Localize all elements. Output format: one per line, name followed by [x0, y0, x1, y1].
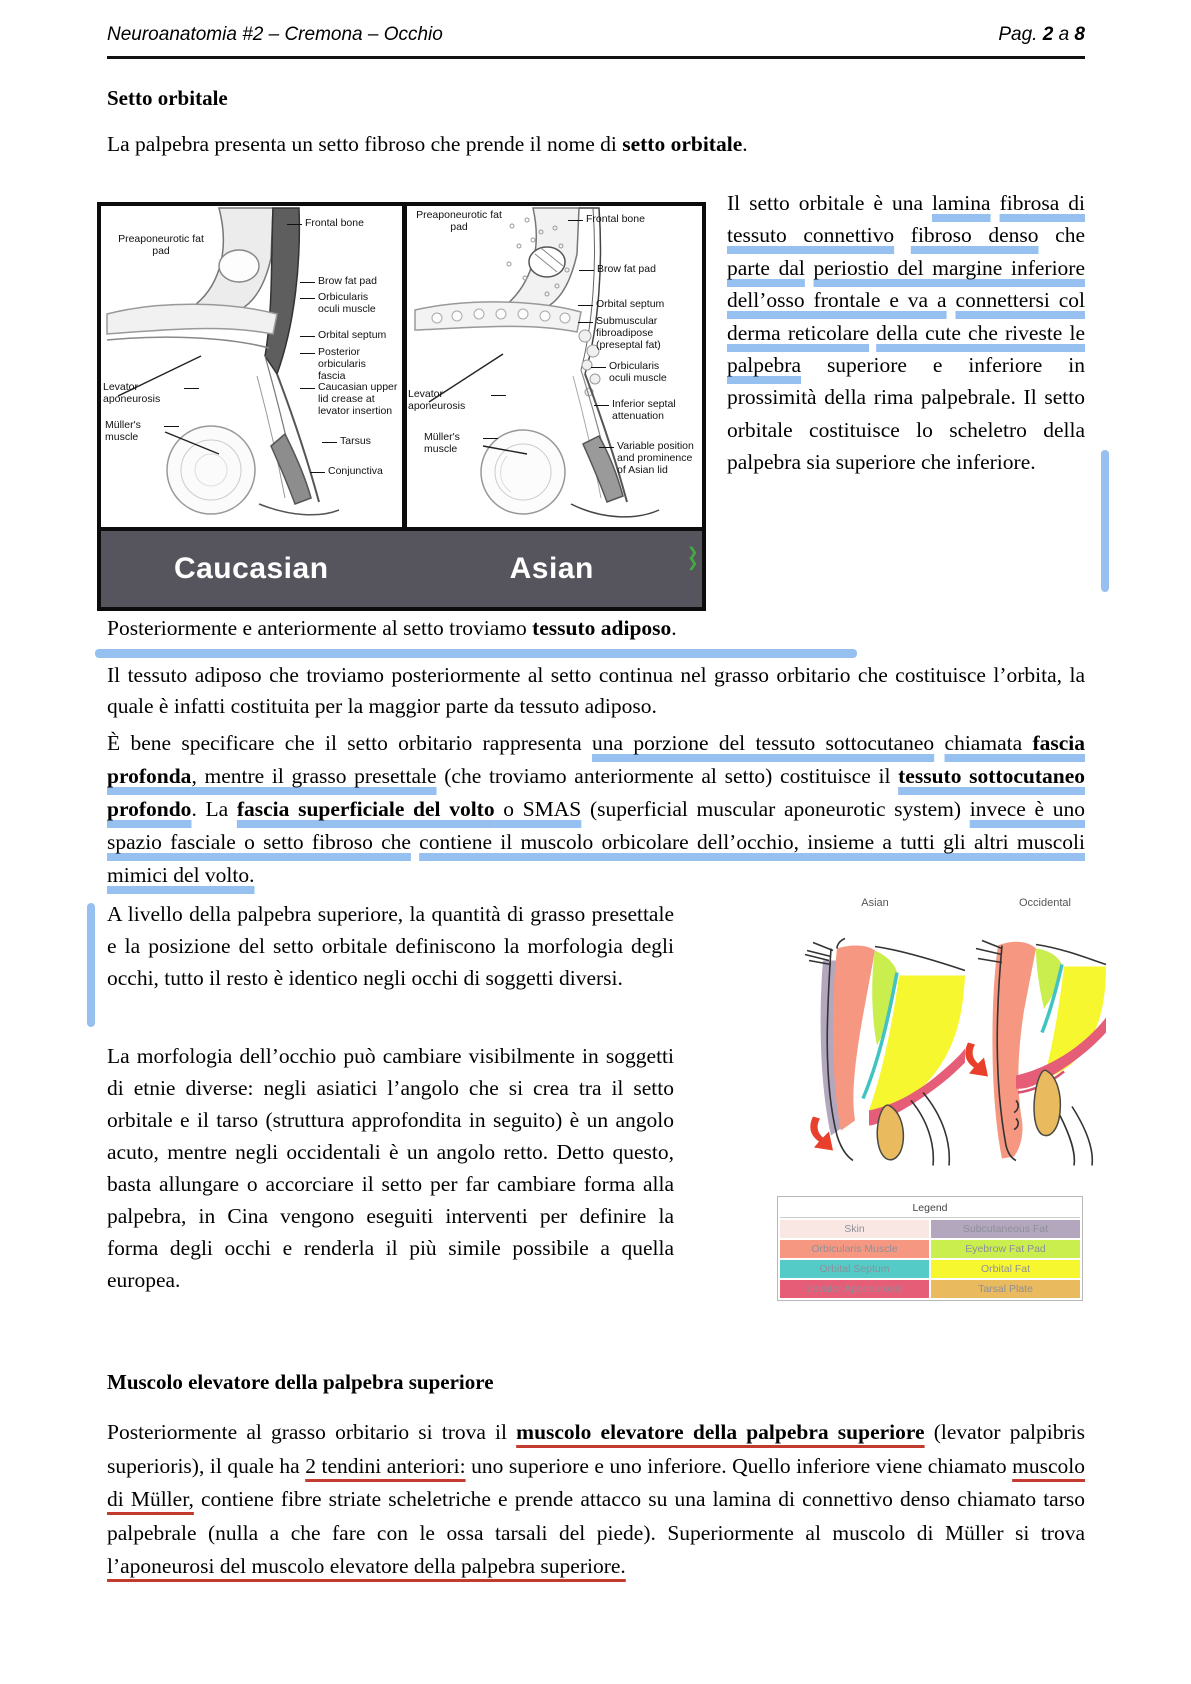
- text-segment: [411, 830, 419, 854]
- figure-label: Variable position and prominence of Asian lid: [617, 441, 699, 476]
- text-segment: 2 tendini anteriori:: [305, 1453, 466, 1478]
- text-segment: contiene fibre striate scheletriche e prende attacco su una lamina di connettivo denso chiamato tarso palpebrale (nulla a che fare con le ossa tarsali del piede). Superiormente al muscolo di Müller si trova: [107, 1487, 1085, 1545]
- legend-row: [780, 1220, 1080, 1238]
- paragraph-muscolo-elevatore: [107, 1416, 1085, 1584]
- text-segment: (superficial muscular aponeurotic system): [581, 797, 970, 821]
- text-segment: È bene specificare che il setto orbitario rappresenta: [107, 731, 592, 755]
- text-segment: lamina: [932, 191, 991, 215]
- figure-label: Levator aponeurosis: [103, 382, 181, 406]
- text-segment: [805, 256, 814, 280]
- blue-underline-bar: [95, 649, 857, 658]
- text-segment: fibroso denso: [910, 223, 1039, 248]
- text-segment: parte dal: [727, 255, 805, 280]
- page-current: 2: [1042, 24, 1054, 45]
- caption-caucasian: Caucasian: [173, 552, 329, 585]
- paragraph-tessuto-adiposo: [107, 660, 1085, 722]
- figure-label: Posterior orbicularis fascia: [318, 347, 394, 382]
- legend-row: [780, 1240, 1080, 1258]
- text-segment: muscolo elevatore della palpebra superiore: [516, 1420, 925, 1444]
- text-segment: che: [1038, 223, 1085, 248]
- text-segment: periostio del margine inferiore: [813, 255, 1085, 280]
- legend-cell: Levator Aponeurosis: [780, 1280, 929, 1298]
- legend-cell: Eyebrow Fat Pad: [931, 1240, 1080, 1258]
- header-title: Neuroanatomia #2 – Cremona – Occhio: [107, 24, 443, 45]
- figure-panel-asian: [407, 206, 702, 527]
- text-segment: contiene il muscolo orbicolare dell’occhio, insieme a tutti gli altri muscoli mimici del volto.: [107, 830, 1085, 887]
- paragraph-setto-orbitale: [727, 187, 1085, 479]
- text-segment: Il setto orbitale è una: [727, 191, 933, 215]
- page-sep: a: [1058, 24, 1070, 45]
- legend-cell: Orbital Fat: [931, 1260, 1080, 1278]
- legend-row: [780, 1280, 1080, 1298]
- paragraph-livello-palpebra: [107, 898, 674, 994]
- figure-label: Submuscular fibroadipose (preseptal fat): [596, 316, 676, 351]
- text-segment: tessuto adiposo: [532, 616, 672, 640]
- figure-label: Orbital septum: [318, 330, 394, 342]
- figure-label: Müller's muscle: [105, 420, 161, 444]
- text-segment: muscolo di Müller,: [107, 1453, 1085, 1511]
- legend-cell: Tarsal Plate: [931, 1280, 1080, 1298]
- text-segment: invece è uno spazio fasciale o setto fibroso che: [107, 797, 1086, 854]
- page-total: 8: [1074, 24, 1085, 45]
- text-segment: chiamata: [944, 731, 1033, 755]
- header-rule: [107, 56, 1085, 59]
- legend-cell: Skin: [780, 1220, 929, 1238]
- figure-label: Frontal bone: [586, 214, 662, 226]
- text-segment: Il tessuto adiposo che troviamo posteriormente al setto continua nel grasso orbitario che costituisce l’orbita, la quale è infatti costituita per la maggior parte da tessuto adiposo.: [107, 663, 1085, 718]
- caption-asian: Asian: [509, 552, 594, 585]
- figure-eyelid-anatomy: [97, 202, 706, 611]
- figure-label: Preaponeurotic fat pad: [118, 233, 204, 257]
- figure-caption-bar: [101, 531, 702, 607]
- figure-label: Tarsus: [340, 436, 390, 448]
- page-number: [998, 24, 1085, 46]
- text-segment: una porzione del tessuto sottocutaneo: [591, 731, 935, 755]
- paragraph-morfologia-occhio: [107, 1040, 674, 1296]
- figure-panel-caucasian: [101, 206, 402, 527]
- text-segment: superiore e inferiore in prossimità della rima palpebrale. Il setto orbitale costituisce lo scheletro della palpebra sia superiore che inferiore.: [727, 353, 1085, 475]
- section-heading-setto-orbitale: Setto orbitale: [107, 86, 228, 110]
- text-segment: La morfologia dell’occhio può cambiare visibilmente in soggetti di etnie diverse: negli asiatici l’angolo che si crea tra il setto orbitale e il tarso (struttura approfondita in seguito) è un angolo acuto, mentre negli occidentali è un angolo retto. Detto questo, basta allungare o accorciare il setto per far cambiare forma alla palpebra, in Cina vengono eseguiti interventi per definire la forma degli occhi e renderla il più simile possibile a quella europea.: [107, 1044, 674, 1292]
- text-segment: della cute che riveste le palpebra: [727, 320, 1085, 378]
- margin-highlight-bar-left: [87, 903, 95, 1027]
- text-segment: connettersi col derma reticolare: [727, 288, 1085, 345]
- figure-label: Brow fat pad: [318, 276, 396, 288]
- legend-cell: Orbital Septum: [780, 1260, 929, 1278]
- figure-label: Conjunctiva: [328, 466, 396, 478]
- text-segment: fascia profonda: [107, 731, 1085, 788]
- text-segment: fibrosa di tessuto connettivo: [727, 191, 1085, 248]
- figure2-label-occidental: Occidental: [1019, 897, 1071, 909]
- text-segment: l’aponeurosi del muscolo elevatore della palpebra superiore.: [107, 1554, 626, 1578]
- text-segment: .: [742, 132, 748, 156]
- text-segment: (levator palpibris superioris), il quale ha: [107, 1420, 1085, 1478]
- text-segment: [991, 191, 1000, 215]
- text-segment: , mentre il grasso presettale: [191, 764, 437, 788]
- page-header: [107, 24, 1085, 46]
- text-segment: [894, 223, 911, 247]
- text-segment: [934, 731, 944, 755]
- text-segment: Posteriormente e anteriormente al setto troviamo: [107, 616, 533, 640]
- figure-label: Brow fat pad: [597, 264, 673, 276]
- legend-title: Legend: [780, 1199, 1080, 1218]
- text-segment: dell’osso frontale e va a: [727, 288, 947, 313]
- text-segment: (che troviamo anteriormente al setto) costituisce il: [436, 764, 899, 788]
- text-segment: . La: [191, 797, 237, 821]
- text-segment: fascia superficiale del volto: [236, 797, 495, 821]
- figure-label: Orbital septum: [596, 299, 676, 311]
- green-chevrons-icon: ❯ ❯: [687, 545, 699, 570]
- figure-label: Preaponeurotic fat pad: [416, 209, 502, 233]
- figure-label: Levator aponeurosis: [408, 389, 488, 413]
- legend-cell: Subcutaneous Fat: [931, 1220, 1080, 1238]
- paragraph-fascia-profonda: [107, 727, 1085, 892]
- paragraph-posteriormente: [107, 616, 1085, 641]
- occidental-color-diagram: [958, 918, 1108, 1168]
- text-segment: setto orbitale: [622, 132, 743, 156]
- margin-highlight-bar-right: [1101, 450, 1109, 592]
- figure-label: Müller's muscle: [424, 432, 480, 456]
- text-segment: o SMAS: [494, 797, 582, 821]
- figure-label: Frontal bone: [305, 218, 385, 230]
- figure2-label-asian: Asian: [861, 897, 889, 909]
- figure-label: Orbicularis oculi muscle: [318, 292, 388, 316]
- asian-color-diagram: [793, 918, 968, 1168]
- text-segment: tessuto sottocutaneo profondo: [107, 764, 1085, 821]
- legend-row: [780, 1260, 1080, 1278]
- text-segment: La palpebra presenta un setto fibroso che prende il nome di: [107, 132, 623, 156]
- text-segment: A livello della palpebra superiore, la quantità di grasso presettale e la posizione del setto orbitale definiscono la morfologia degli occhi, tutto il resto è identico negli occhi di soggetti diversi.: [107, 902, 674, 990]
- text-segment: Posteriormente al grasso orbitario si trova il: [107, 1420, 517, 1444]
- legend-cell: Orbicularis Muscle: [780, 1240, 929, 1258]
- figure-label: Caucasian upper lid crease at levator insertion: [318, 381, 398, 417]
- section-heading-muscolo-elevatore: Muscolo elevatore della palpebra superiore: [107, 1370, 494, 1394]
- page-prefix: Pag.: [998, 24, 1038, 45]
- legend-table: [777, 1196, 1083, 1301]
- paragraph-intro: [107, 132, 1085, 157]
- text-segment: .: [671, 616, 677, 640]
- red-arrow-icon: [965, 1043, 988, 1077]
- figure-label: Inferior septal attenuation: [612, 399, 678, 423]
- figure-label: Orbicularis oculi muscle: [609, 361, 675, 385]
- text-segment: uno superiore e uno inferiore. Quello inferiore viene chiamato: [465, 1453, 1013, 1478]
